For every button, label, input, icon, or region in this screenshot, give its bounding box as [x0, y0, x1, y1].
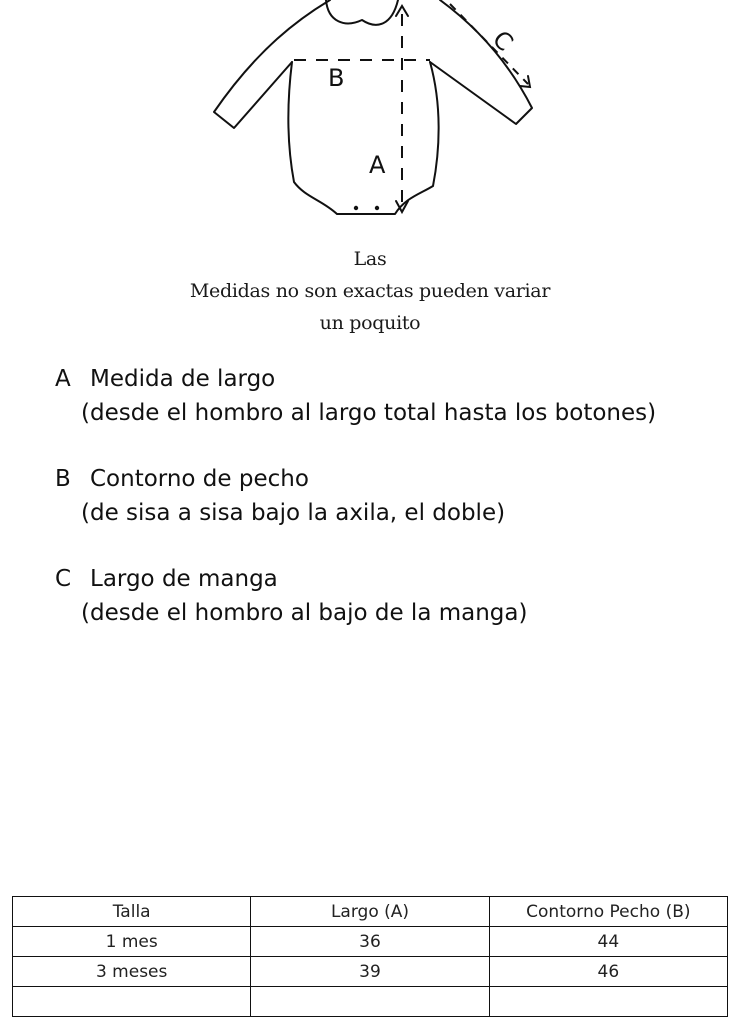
measure-title-text: Contorno de pecho: [90, 466, 309, 492]
label-c: C: [487, 25, 519, 57]
measure-title: [55, 366, 275, 392]
measure-lines: [294, 4, 528, 205]
table-row: [13, 927, 728, 957]
cell-empty: [489, 987, 727, 1017]
table-row: [13, 957, 728, 987]
cell-empty: [251, 987, 489, 1017]
cell-largo: 36: [251, 927, 489, 957]
note-line-1: Las: [353, 248, 387, 270]
cell-talla: 3 meses: [13, 957, 251, 987]
table-header-row: [13, 897, 728, 927]
measure-title-text: Largo de manga: [90, 566, 278, 592]
size-table: [12, 896, 728, 1017]
header-talla: Talla: [13, 897, 251, 927]
label-b: B: [328, 64, 345, 92]
cell-talla: 1 mes: [13, 927, 251, 957]
label-a: A: [369, 151, 386, 179]
cell-contorno-pecho: 44: [489, 927, 727, 957]
table-row-partial: [13, 987, 728, 1017]
note-line-2: Medidas no son exactas pueden variar: [189, 280, 551, 302]
note-line-3: un poquito: [319, 312, 421, 334]
measure-letter: B: [55, 466, 71, 492]
measure-title: [55, 566, 278, 592]
measure-title: [55, 466, 309, 492]
measure-description: (desde el hombro al largo total hasta los botones): [81, 400, 657, 426]
header-contorno-pecho: Contorno Pecho (B): [489, 897, 727, 927]
measure-letter: A: [55, 366, 71, 392]
measure-description: (de sisa a sisa bajo la axila, el doble): [81, 500, 506, 526]
header-largo: Largo (A): [251, 897, 489, 927]
bodysuit-outline: [214, 0, 532, 214]
bodysuit-diagram: [0, 0, 740, 230]
cell-contorno-pecho: 46: [489, 957, 727, 987]
measure-title-text: Medida de largo: [90, 366, 276, 392]
cell-largo: 39: [251, 957, 489, 987]
cell-empty: [13, 987, 251, 1017]
snap-buttons: [354, 206, 379, 210]
measure-letter: C: [55, 566, 72, 592]
measure-description: (desde el hombro al bajo de la manga): [81, 600, 528, 626]
